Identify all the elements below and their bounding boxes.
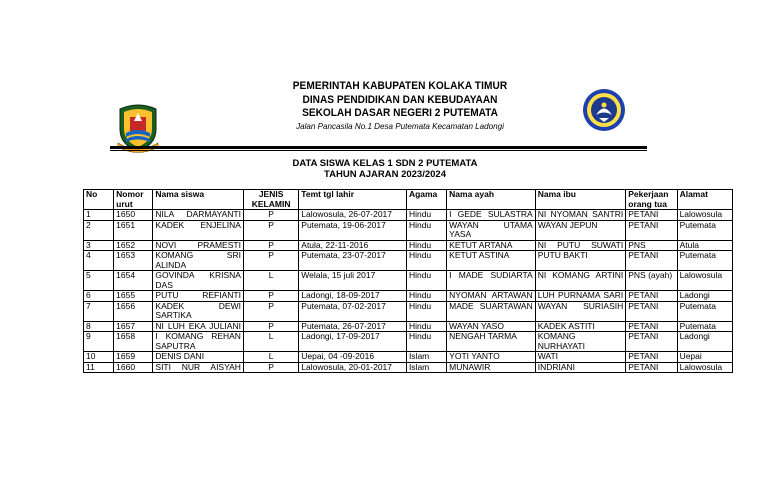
cell-agama: Hindu xyxy=(406,271,446,291)
letterhead-government: PEMERINTAH KABUPATEN KOLAKA TIMUR xyxy=(292,80,508,92)
cell-tempat-tgl-lahir: Ladongi, 17-09-2017 xyxy=(299,332,407,352)
cell-no: 4 xyxy=(84,251,114,271)
cell-pekerjaan: PNS (ayah) xyxy=(626,271,677,291)
cell-nama-ibu: INDRIANI xyxy=(535,362,626,373)
cell-pekerjaan: PETANI xyxy=(626,210,677,221)
cell-no: 2 xyxy=(84,220,114,240)
cell-nama-siswa: KADEK ENJELINA xyxy=(153,220,244,240)
cell-tempat-tgl-lahir: Putemata, 26-07-2017 xyxy=(299,321,407,332)
cell-pekerjaan: PETANI xyxy=(626,352,677,363)
table-row xyxy=(84,291,733,302)
cell-nama-siswa: NOVI PRAMESTI xyxy=(153,240,244,251)
cell-nama-ibu: LUH PURNAMA SARI xyxy=(535,291,626,302)
cell-nama-siswa: I KOMANG REHAN SAPUTRA xyxy=(153,332,244,352)
cell-nomor-urut: 1660 xyxy=(114,362,153,373)
cell-tempat-tgl-lahir: Atula, 22-11-2016 xyxy=(299,240,407,251)
cell-jenis-kelamin: P xyxy=(243,301,298,321)
cell-pekerjaan: PETANI xyxy=(626,332,677,352)
cell-nama-ibu: PUTU BAKTI xyxy=(535,251,626,271)
table-row xyxy=(84,332,733,352)
letterhead-department: DINAS PENDIDIKAN DAN KEBUDAYAAN xyxy=(302,94,498,106)
cell-alamat: Uepai xyxy=(677,352,732,363)
tut-wuri-handayani-icon xyxy=(582,88,626,132)
cell-pekerjaan: PNS xyxy=(626,240,677,251)
cell-nama-ayah: I MADE SUDIARTA xyxy=(447,271,536,291)
cell-no: 6 xyxy=(84,291,114,302)
cell-nama-ayah: NENGAH TARMA xyxy=(447,332,536,352)
cell-nama-ayah: NYOMAN ARTAWAN xyxy=(447,291,536,302)
cell-nama-ayah: WAYAN UTAMA YASA xyxy=(447,220,536,240)
cell-agama: Islam xyxy=(406,352,446,363)
cell-tempat-tgl-lahir: Lalowosula, 26-07-2017 xyxy=(299,210,407,221)
cell-alamat: Ladongi xyxy=(677,332,732,352)
cell-jenis-kelamin: L xyxy=(243,271,298,291)
cell-nomor-urut: 1651 xyxy=(114,220,153,240)
table-header-row xyxy=(84,190,733,210)
cell-nama-ayah: KETUT ARTANA xyxy=(447,240,536,251)
cell-nama-ayah: WAYAN YASO xyxy=(447,321,536,332)
table-row xyxy=(84,352,733,363)
cell-agama: Hindu xyxy=(406,251,446,271)
cell-jenis-kelamin: P xyxy=(243,362,298,373)
cell-jenis-kelamin: P xyxy=(243,240,298,251)
cell-nama-siswa: NILA DARMAYANTI xyxy=(153,210,244,221)
cell-pekerjaan: PETANI xyxy=(626,301,677,321)
cell-pekerjaan: PETANI xyxy=(626,362,677,373)
cell-agama: Hindu xyxy=(406,321,446,332)
col-header-no: No xyxy=(84,190,114,210)
cell-nama-ayah: I GEDE SULASTRA xyxy=(447,210,536,221)
cell-no: 9 xyxy=(84,332,114,352)
cell-nama-ibu: NI KOMANG ARTINI xyxy=(535,271,626,291)
cell-nama-ayah: MUNAWIR xyxy=(447,362,536,373)
cell-alamat: Lalowosula xyxy=(677,362,732,373)
letterhead-address: Jalan Pancasila No.1 Desa Putemata Kecamatan Ladongi xyxy=(296,121,504,131)
cell-nama-ayah: KETUT ASTINA xyxy=(447,251,536,271)
cell-no: 8 xyxy=(84,321,114,332)
letterhead-school: SEKOLAH DASAR NEGERI 2 PUTEMATA xyxy=(302,107,498,119)
cell-nomor-urut: 1650 xyxy=(114,210,153,221)
col-header-nomor-urut: Nomor urut xyxy=(114,190,153,210)
cell-alamat: Putemata xyxy=(677,251,732,271)
cell-no: 3 xyxy=(84,240,114,251)
cell-alamat: Putemata xyxy=(677,301,732,321)
cell-tempat-tgl-lahir: Welala, 15 juli 2017 xyxy=(299,271,407,291)
cell-tempat-tgl-lahir: Uepai, 04 -09-2016 xyxy=(299,352,407,363)
cell-jenis-kelamin: P xyxy=(243,251,298,271)
table-row xyxy=(84,251,733,271)
cell-nama-ibu: KOMANG NURHAYATI xyxy=(535,332,626,352)
table-row xyxy=(84,271,733,291)
document-subtitle: TAHUN AJARAN 2023/2024 xyxy=(324,169,446,180)
col-header-alamat: Alamat xyxy=(677,190,732,210)
table-row xyxy=(84,240,733,251)
cell-nama-ayah: MADE SUARTAWAN xyxy=(447,301,536,321)
col-header-nama-ibu: Nama ibu xyxy=(535,190,626,210)
cell-no: 5 xyxy=(84,271,114,291)
cell-nomor-urut: 1652 xyxy=(114,240,153,251)
cell-pekerjaan: PETANI xyxy=(626,251,677,271)
cell-agama: Hindu xyxy=(406,210,446,221)
table-body xyxy=(84,210,733,373)
cell-jenis-kelamin: L xyxy=(243,352,298,363)
cell-pekerjaan: PETANI xyxy=(626,220,677,240)
cell-no: 1 xyxy=(84,210,114,221)
col-header-pekerjaan: Pekerjaan orang tua xyxy=(626,190,677,210)
cell-nomor-urut: 1658 xyxy=(114,332,153,352)
cell-nama-siswa: DENIS DANI xyxy=(153,352,244,363)
cell-nama-ibu: NI NYOMAN SANTRI xyxy=(535,210,626,221)
cell-jenis-kelamin: P xyxy=(243,210,298,221)
col-header-nama-siswa: Nama siswa xyxy=(153,190,244,210)
cell-nama-ibu: WATI xyxy=(535,352,626,363)
table-row xyxy=(84,321,733,332)
cell-alamat: Atula xyxy=(677,240,732,251)
cell-nomor-urut: 1656 xyxy=(114,301,153,321)
letterhead-rule-thin xyxy=(110,150,647,151)
cell-nomor-urut: 1657 xyxy=(114,321,153,332)
cell-alamat: Lalowosula xyxy=(677,210,732,221)
col-header-nama-ayah: Nama ayah xyxy=(447,190,536,210)
cell-alamat: Putemata xyxy=(677,321,732,332)
cell-agama: Hindu xyxy=(406,220,446,240)
cell-jenis-kelamin: L xyxy=(243,332,298,352)
cell-jenis-kelamin: P xyxy=(243,291,298,302)
cell-nomor-urut: 1655 xyxy=(114,291,153,302)
cell-nama-siswa: GOVINDA KRISNA DAS xyxy=(153,271,244,291)
cell-tempat-tgl-lahir: Putemata, 07-02-2017 xyxy=(299,301,407,321)
cell-nama-ayah: YOTI YANTO xyxy=(447,352,536,363)
cell-no: 7 xyxy=(84,301,114,321)
cell-agama: Hindu xyxy=(406,291,446,302)
cell-nomor-urut: 1654 xyxy=(114,271,153,291)
cell-agama: Islam xyxy=(406,362,446,373)
cell-nama-ibu: NI PUTU SUWATI xyxy=(535,240,626,251)
cell-tempat-tgl-lahir: Lalowosula, 20-01-2017 xyxy=(299,362,407,373)
cell-agama: Hindu xyxy=(406,332,446,352)
table-row xyxy=(84,301,733,321)
cell-nama-ibu: WAYAN SURIASIH xyxy=(535,301,626,321)
cell-nama-siswa: NI LUH EKA JULIANI xyxy=(153,321,244,332)
cell-no: 10 xyxy=(84,352,114,363)
cell-pekerjaan: PETANI xyxy=(626,321,677,332)
letterhead-rule-thick xyxy=(110,146,647,149)
letterhead xyxy=(250,80,550,131)
cell-no: 11 xyxy=(84,362,114,373)
table-row xyxy=(84,210,733,221)
cell-nama-ibu: KADEK ASTITI xyxy=(535,321,626,332)
cell-nomor-urut: 1653 xyxy=(114,251,153,271)
cell-tempat-tgl-lahir: Ladongi, 18-09-2017 xyxy=(299,291,407,302)
table-row xyxy=(84,220,733,240)
document-title: DATA SISWA KELAS 1 SDN 2 PUTEMATA xyxy=(292,158,478,169)
student-table xyxy=(83,189,733,373)
col-header-jenis-kelamin: JENIS KELAMIN xyxy=(243,190,298,210)
col-header-tempat-tgl-lahir: Temt tgl lahir xyxy=(299,190,407,210)
cell-nama-siswa: KADEK DEWI SARTIKA xyxy=(153,301,244,321)
cell-alamat: Lalowosula xyxy=(677,271,732,291)
cell-nomor-urut: 1659 xyxy=(114,352,153,363)
cell-nama-siswa: PUTU REFIANTI xyxy=(153,291,244,302)
cell-tempat-tgl-lahir: Putemata, 19-06-2017 xyxy=(299,220,407,240)
cell-alamat: Ladongi xyxy=(677,291,732,302)
cell-alamat: Putemata xyxy=(677,220,732,240)
cell-nama-siswa: KOMANG SRI ALINDA xyxy=(153,251,244,271)
cell-nama-ibu: WAYAN JEPUN xyxy=(535,220,626,240)
cell-pekerjaan: PETANI xyxy=(626,291,677,302)
cell-tempat-tgl-lahir: Putemata, 23-07-2017 xyxy=(299,251,407,271)
table-row xyxy=(84,362,733,373)
cell-nama-siswa: SITI NUR AISYAH xyxy=(153,362,244,373)
cell-agama: Hindu xyxy=(406,240,446,251)
cell-jenis-kelamin: P xyxy=(243,220,298,240)
cell-jenis-kelamin: P xyxy=(243,321,298,332)
col-header-agama: Agama xyxy=(406,190,446,210)
cell-agama: Hindu xyxy=(406,301,446,321)
